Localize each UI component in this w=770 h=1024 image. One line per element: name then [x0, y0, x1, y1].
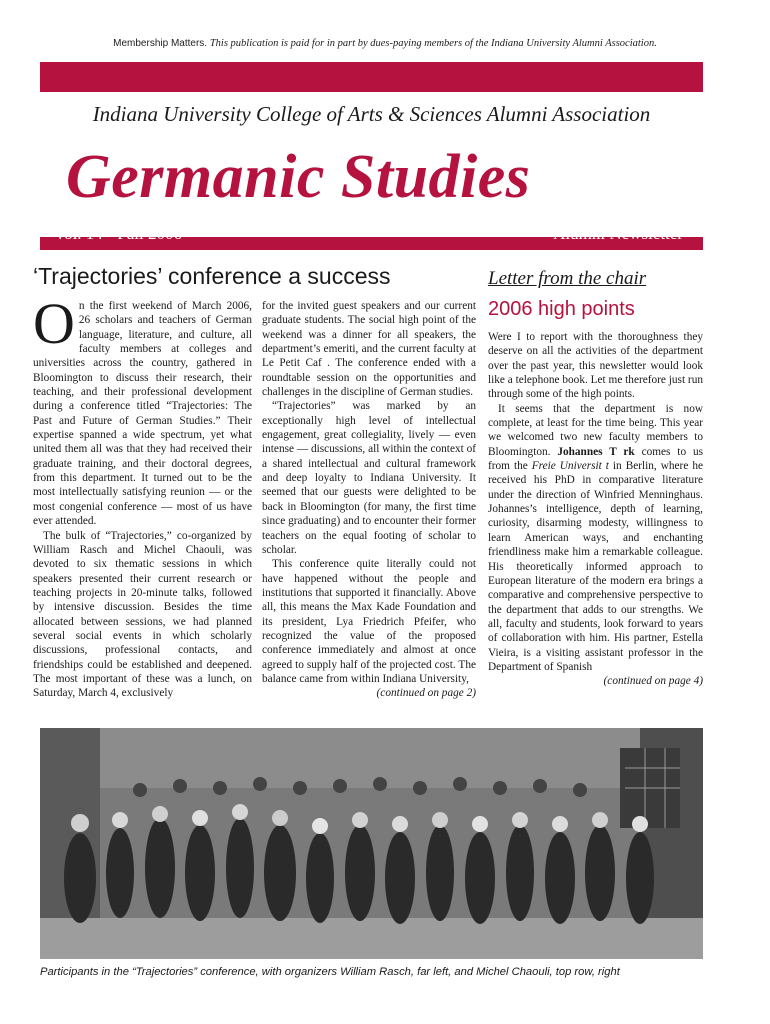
group-photo-image — [40, 728, 703, 959]
masthead-panel — [40, 92, 703, 237]
letter-headline: 2006 high points — [488, 298, 635, 320]
article-paragraph: The bulk of “Trajectories,” co-organized by William Rasch and Michel Chaouli, was devoted to six thematic sessions in which speakers presented their current research or teaching projects in 20-minute talks, followed by intensive discussion. Besides the time allocated between sessions, we had planned several social events in which scholarly discussions, professional contacts, and friendships could be established and deepened. The most important of these was a lunch, on Saturday, March 4, exclusively — [33, 529, 252, 700]
article-paragraph: “Trajectories” was marked by an exceptionally high level of intellectual engagement, great collegiality, lively — even intense — discussions, all within the context of a shared intellectual and cultural framework and deep loyalty to Indiana University. It seemed that our guests were delighted to be back in Bloomington (for many, the first time since graduating) and to encounter their former teachers on the equal footing of scholar to scholar. — [262, 400, 476, 556]
article-paragraph: for the invited guest speakers and our current graduate students. The social high point of the weekend was a dinner for all speakers, the department’s emeriti, and the current faculty at Le Petit Caf . The conference ended with a roundtable session on the opportunities and challenges in the discipline of German studies. — [262, 300, 476, 399]
membership-label: Membership Matters. — [113, 38, 208, 49]
membership-text: This publication is paid for in part by dues-paying members of the Indiana University Alumni Association. — [209, 38, 657, 49]
drop-cap: O — [33, 291, 75, 356]
article-paragraph: n the first weekend of March 2006, 26 scholars and teachers of German language, literature, and culture, all faculty members at colleges and universities across the country, gathered in Bloomington to discuss their research, their teaching, and their professional development during a conference titled “Trajectories: The Past and Future of German Studies.” Their expertise spanned a wide spectrum, yet what united them all was that they had received their graduate training, and their doctoral degrees, from this department. It turned out to be the most intellectually satisfying reunion — or the most congenial conference — most of us have ever attended. — [33, 300, 252, 528]
group-photo — [40, 728, 703, 959]
faculty-name: Johannes T rk — [557, 445, 635, 458]
letter-text: comes to us from the — [488, 445, 704, 473]
letter-text: It seems that the department is now complete, at least for the time being. This year we welcomed two new faculty members to Bloomington. — [488, 402, 703, 458]
letter-paragraph: Were I to report with the thoroughness they deserve on all the activities of the department over the past year, this newsletter would look like a telephone book. Let me therefore just run through some of the high points. — [488, 331, 703, 401]
letter-heading: Letter from the chair — [488, 268, 647, 289]
letter-text: in Berlin, where he received his PhD in comparative literature under the direction of Winfried Menninghaus. Johannes’s intelligence, depth of learning, curiosity, disarming modesty, willingness to learn American ways, and enchanting friendliness make him a remarkable colleague. His theoretically informed approach to European literature of the modern era brings a comparative and comprehensive perspective to the department that adds to our strengths. We all, faculty and students, look forward to years of collaboration with him. His partner, Estella Vieira, is a visiting assistant professor in the Department of Spanish — [488, 460, 703, 673]
photo-caption: Participants in the “Trajectories” conference, with organizers William Rasch, far left, and Michel Chaouli, top row, right — [40, 966, 620, 978]
newsletter-label: Alumni Newsletter — [553, 224, 683, 243]
continued-link: (continued on page 4) — [603, 675, 703, 688]
masthead — [40, 62, 703, 250]
article-column-2 — [262, 299, 476, 701]
article-column-1 — [33, 291, 252, 701]
university-name: Freie Universit t — [531, 460, 609, 473]
article-paragraph: This conference quite literally could not have happened without the people and institutions that supported it financially. Above all, this means the Max Kade Foundation and its president, Lya Friedrich Pfeifer, who recognized the value of the proposed conference immediately and almost at once agreed to supply half of the projected cost. The balance came from within Indiana University, — [262, 558, 476, 685]
newsletter-title: Germanic Studies — [66, 143, 531, 211]
article-headline: ‘Trajectories’ conference a success — [33, 263, 391, 289]
association-name: Indiana University College of Arts & Sciences Alumni Association — [92, 102, 651, 126]
volume-issue: Vol. 14 • Fall 2006 — [54, 224, 182, 243]
letter-column — [488, 330, 703, 689]
continued-link: (continued on page 2) — [376, 687, 476, 700]
membership-note — [0, 38, 770, 49]
